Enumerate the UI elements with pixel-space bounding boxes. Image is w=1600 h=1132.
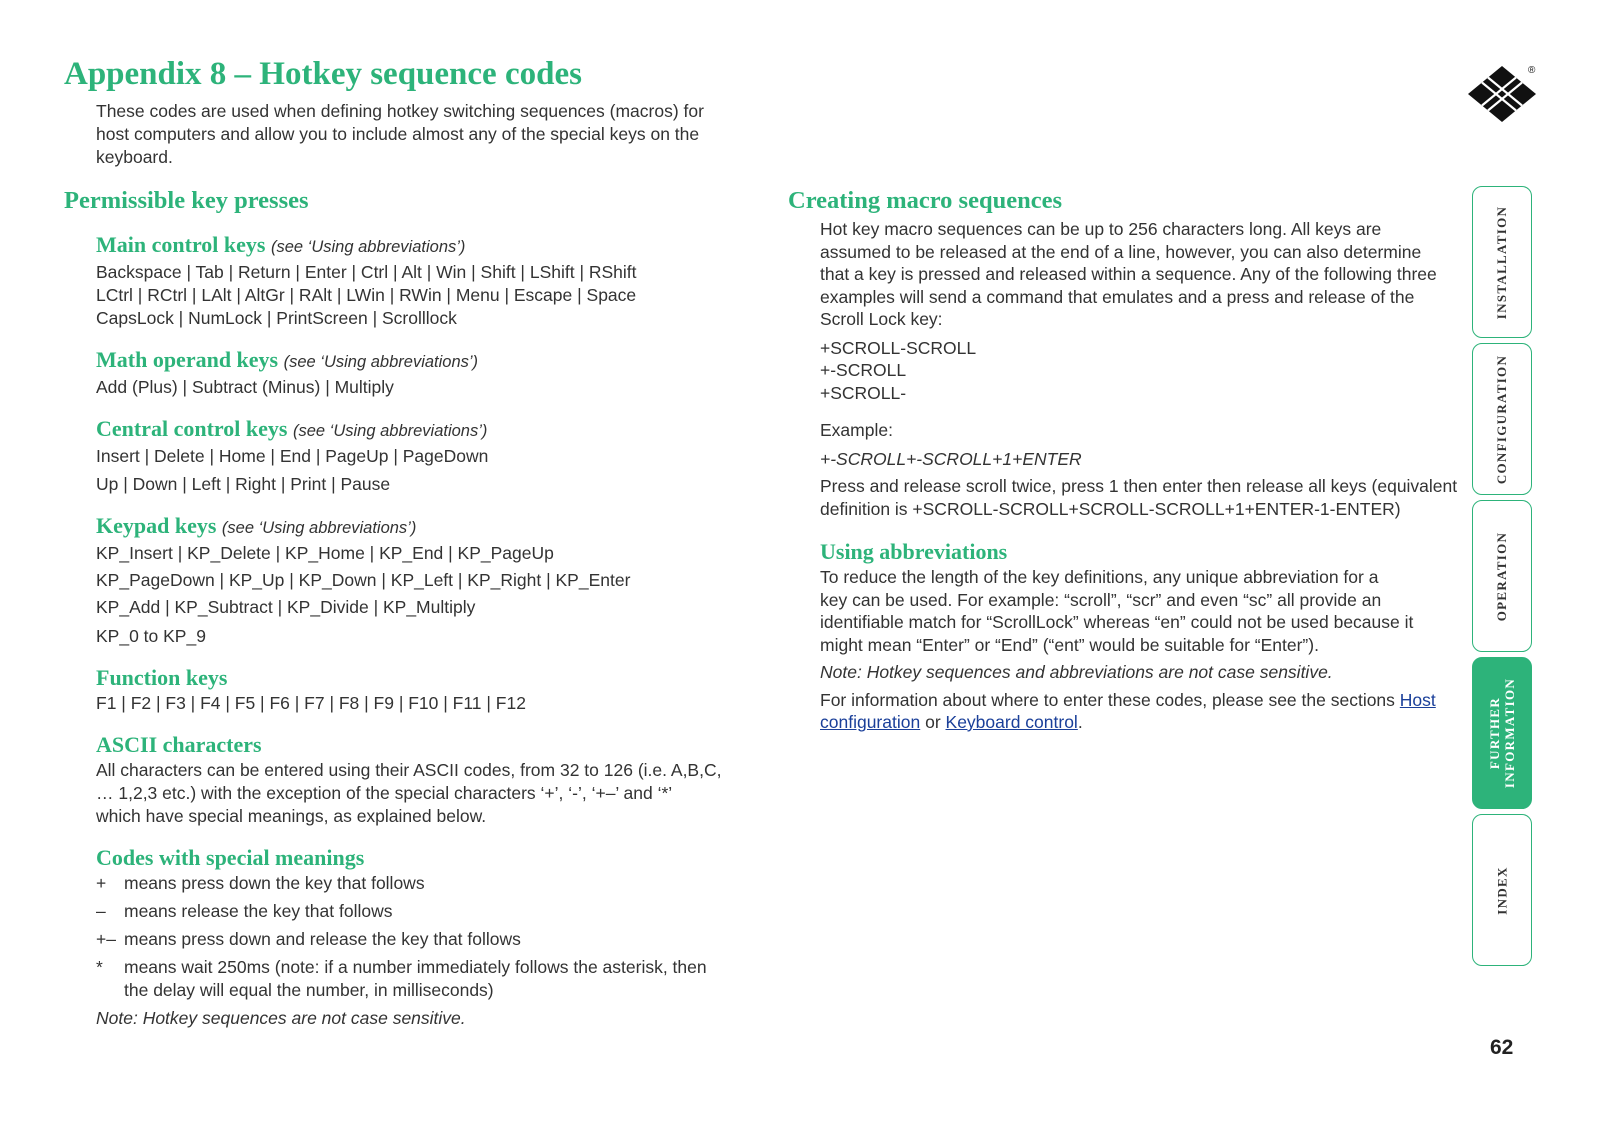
- tab-label: CONFIGURATION: [1494, 354, 1510, 484]
- code-description: means press down and release the key that follows: [124, 929, 521, 949]
- key-list-line: CapsLock | NumLock | PrintScreen | Scrolllock: [96, 308, 457, 328]
- central-control-keys-section: [96, 415, 754, 496]
- code-row: [96, 928, 754, 951]
- key-list-line: KP_PageDown | KP_Up | KP_Down | KP_Left | KP_Right | KP_Enter: [96, 570, 631, 590]
- tab-label: INSTALLATION: [1494, 205, 1510, 319]
- key-list-line: Add (Plus) | Subtract (Minus) | Multiply: [96, 377, 394, 397]
- math-operand-keys-title: Math operand keys: [96, 347, 279, 372]
- intro-line: keyboard.: [96, 147, 173, 167]
- black-box-diamond-logo: [1466, 62, 1546, 126]
- section-title-permissible-key-presses: Permissible key presses: [64, 187, 309, 214]
- keyboard-control-link[interactable]: Keyboard control: [945, 712, 1078, 732]
- see-abbreviations-note: (see ‘Using abbreviations’): [292, 422, 488, 440]
- left-column: [64, 186, 754, 1030]
- ascii-characters-title: ASCII characters: [96, 732, 262, 757]
- info-text: .: [1077, 712, 1083, 732]
- keypad-keys-section: [96, 512, 754, 648]
- tab-label-line: INFORMATION: [1502, 677, 1517, 789]
- macro-examples: [820, 337, 1478, 405]
- macro-example: +-SCROLL: [820, 360, 907, 380]
- info-paragraph: [820, 689, 1478, 734]
- key-list-line: KP_Add | KP_Subtract | KP_Divide | KP_Multiply: [96, 597, 476, 617]
- key-list-line: Backspace | Tab | Return | Enter | Ctrl | Alt | Win | Shift | LShift | RShift: [96, 262, 637, 282]
- function-keys-title: Function keys: [96, 665, 228, 690]
- code-description: means wait 250ms (note: if a number immediately follows the asterisk, then: [124, 957, 707, 977]
- registered-mark: ®: [1528, 65, 1536, 76]
- page-title: Appendix 8 – Hotkey sequence codes: [64, 56, 582, 92]
- code-row: [96, 900, 754, 923]
- macro-example: +SCROLL-: [820, 382, 907, 403]
- see-abbreviations-note: (see ‘Using abbreviations’): [221, 519, 417, 537]
- abbreviations-line: identifiable match for “ScrollLock” whereas “en” could not be used because it: [820, 612, 1414, 632]
- key-list-line: KP_Insert | KP_Delete | KP_Home | KP_End | KP_PageUp: [96, 543, 554, 563]
- example-description: [820, 475, 1478, 520]
- abbreviations-paragraph: [820, 566, 1478, 656]
- main-control-keys-title: Main control keys: [96, 232, 266, 257]
- tab-label: OPERATION: [1494, 531, 1510, 621]
- key-list-line: Up | Down | Left | Right | Print | Pause: [96, 474, 391, 494]
- tab-index[interactable]: [1472, 814, 1532, 966]
- tab-label: INDEX: [1494, 865, 1510, 915]
- key-list-line: LCtrl | RCtrl | LAlt | AltGr | RAlt | LWin | RWin | Menu | Escape | Space: [96, 285, 637, 305]
- special-codes-title: Codes with special meanings: [96, 845, 365, 870]
- intro-line: host computers and allow you to include almost any of the special keys on the: [96, 124, 700, 144]
- code-row: [96, 956, 754, 1002]
- code-description: means release the key that follows: [124, 901, 393, 921]
- info-text: or: [920, 712, 946, 732]
- tab-installation[interactable]: [1472, 186, 1532, 338]
- macro-intro-line: that a key is pressed and released within a sequence. Any of the following three: [820, 264, 1437, 284]
- macro-example: +SCROLL-SCROLL: [820, 337, 977, 358]
- example-code: +-SCROLL+-SCROLL+1+ENTER: [820, 448, 1082, 469]
- key-list-line: F1 | F2 | F3 | F4 | F5 | F6 | F7 | F8 | F9 | F10 | F11 | F12: [96, 693, 526, 713]
- code-symbol: +–: [96, 929, 116, 949]
- ascii-line: which have special meanings, as explained below.: [96, 806, 487, 826]
- example-description-line: Press and release scroll twice, press 1 then enter then release all keys (equivalent: [820, 476, 1458, 496]
- central-control-keys-title: Central control keys: [96, 416, 288, 441]
- see-abbreviations-note: (see ‘Using abbreviations’): [270, 238, 466, 256]
- macro-intro-line: Scroll Lock key:: [820, 309, 943, 329]
- main-control-keys-section: [96, 231, 754, 330]
- right-column: [788, 186, 1478, 734]
- code-symbol: –: [96, 901, 106, 921]
- intro-paragraph: [96, 100, 756, 169]
- macro-intro: [820, 218, 1478, 331]
- code-description: means press down the key that follows: [124, 873, 425, 893]
- code-symbol: +: [96, 873, 107, 893]
- example-description-line: definition is +SCROLL-SCROLL+SCROLL-SCROLL+1+ENTER-1-ENTER): [820, 498, 1401, 519]
- host-configuration-link[interactable]: Host configuration: [820, 689, 1436, 732]
- tab-configuration[interactable]: [1472, 343, 1532, 495]
- ascii-characters-section: [96, 731, 754, 828]
- macro-intro-line: examples will send a command that emulates and a press and release of the: [820, 286, 1415, 307]
- abbreviations-line: key can be used. For example: “scroll”, “scr” and even “sc” all provide an: [820, 589, 1382, 610]
- tab-label: [1487, 678, 1517, 788]
- function-keys-section: [96, 664, 754, 715]
- macro-intro-line: Hot key macro sequences can be up to 256 characters long. All keys are: [820, 219, 1382, 239]
- key-list-line: Insert | Delete | Home | End | PageUp | PageDown: [96, 446, 489, 466]
- code-row: [96, 872, 754, 895]
- abbreviations-line: might mean “Enter” or “End” (“ent” would be suitable for “Enter”).: [820, 634, 1319, 655]
- special-codes-section: [96, 844, 754, 1030]
- abbreviations-note: Note: Hotkey sequences and abbreviations are not case sensitive.: [820, 662, 1333, 682]
- code-description: the delay will equal the number, in milliseconds): [124, 980, 494, 1000]
- case-note: Note: Hotkey sequences are not case sensitive.: [96, 1008, 466, 1028]
- tab-further-information[interactable]: [1472, 657, 1532, 809]
- ascii-line: All characters can be entered using their ASCII codes, from 32 to 126 (i.e. A,B,C,: [96, 760, 722, 780]
- code-symbol: *: [96, 957, 103, 977]
- tab-operation[interactable]: [1472, 500, 1532, 652]
- example-label: Example:: [820, 420, 893, 440]
- info-text: For information about where to enter these codes, please see the sections: [820, 689, 1400, 710]
- abbreviations-line: To reduce the length of the key definitions, any unique abbreviation for a: [820, 567, 1379, 587]
- ascii-line: … 1,2,3 etc.) with the exception of the special characters ‘+’, ‘-’, ‘+–’ and ‘*’: [96, 783, 673, 803]
- keypad-keys-title: Keypad keys: [96, 513, 217, 538]
- section-title-creating-macro-sequences: Creating macro sequences: [788, 187, 1062, 214]
- key-list-line: KP_0 to KP_9: [96, 626, 206, 646]
- see-abbreviations-note: (see ‘Using abbreviations’): [283, 353, 479, 371]
- using-abbreviations-title: Using abbreviations: [820, 539, 1008, 564]
- math-operand-keys-section: [96, 346, 754, 399]
- page-number: 62: [1490, 1036, 1514, 1059]
- macro-intro-line: assumed to be released at the end of a line, however, you can also determine: [820, 241, 1422, 262]
- intro-line: These codes are used when defining hotkey switching sequences (macros) for: [96, 101, 704, 121]
- tab-label-line: FURTHER: [1487, 696, 1502, 770]
